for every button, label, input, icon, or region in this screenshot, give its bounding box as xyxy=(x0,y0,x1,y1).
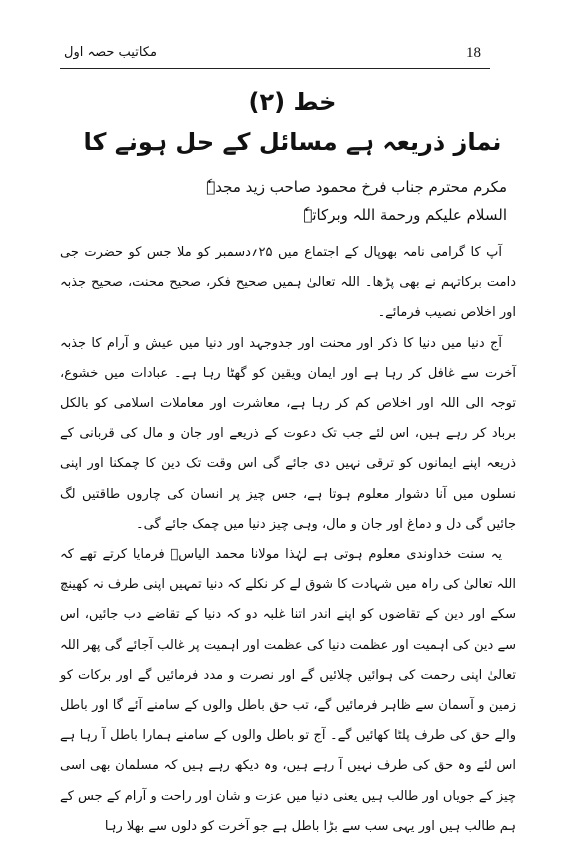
salutation-address: مکرم محترم جناب فرخ محمود صاحب زید مجدہٗ xyxy=(206,178,507,196)
letter-body xyxy=(60,238,516,842)
body-paragraph-3: یہ سنت خداوندی معلوم ہوتی ہے لہٰذا مولانا محمد الیاسؒ فرمایا کرتے تھے کہ اللہ تعالیٰ کی راہ میں شہادت کا شوق لے کر نکلے کہ دنیا تمہیں اپنی طرف نہ کھینچ سکے اور دین کے تقاضوں کو اپنے اندر اتنا غلبہ دو کہ دنیا کے تقاضے دب جائیں، اس سے دین کی اہمیت اور عظمت دنیا کی عظمت اور اہمیت پر غالب آجائے گی پھر اللہ تعالیٰ اپنی رحمت کی ہوائیں چلائیں گے اور نصرت و مدد فرمائیں گے اور برکات کو زمین و آسمان سے ظاہر فرمائیں گے، تب حق باطل والوں کے سامنے آئے گا اور باطل والے حق کی طرف پلٹا کھائیں گے۔ آج تو باطل والوں کے سامنے ہمارا باطل آ رہا ہے اس لئے وہ حق کی طرف نہیں آ رہے ہیں، وہ دیکھ رہے ہیں کہ مسلمان بھی اسی چیز کے جویاں اور طالب ہیں یعنی دنیا میں عزت و شان اور راحت و آرام کے جس کے ہم طالب ہیں اور یہی سب سے بڑا باطل ہے جو آخرت کو دلوں سے بھلا رہا xyxy=(59,547,516,834)
letter-number-heading: خط (۲) xyxy=(248,88,337,116)
letter-title: نماز ذریعہ ہے مسائل کے حل ہونے کا xyxy=(83,128,502,156)
running-head: مکاتیب حصہ اول xyxy=(64,45,157,60)
header-rule xyxy=(60,68,490,69)
body-paragraph-1: آپ کا گرامی نامہ بھوپال کے اجتماع میں ۲۵؍دسمبر کو ملا جس کو حضرت جی دامت برکاتہم نے بھی پڑھا۔ اللہ تعالیٰ ہمیں صحیح فکر، صحیح محنت، صحیح جذبہ اور اخلاص نصیب فرمائے۔ xyxy=(60,245,516,321)
page-number: 18 xyxy=(466,45,481,61)
body-paragraph-2: آج دنیا میں دنیا کا ذکر اور محنت اور جدوجہد اور دنیا میں عیش و آرام کا جذبہ آخرت سے غافل کر رہا ہے اور ایمان ویقین کو گھٹا رہا ہے۔ عبادات میں خشوع، توجہ الی اللہ اور اخلاص کم کر رہا ہے، معاشرت اور معاملات اسلامی کو بالکل برباد کر رہے ہیں، اس لئے جب تک دعوت کے ذریعے اور جان و مال کی قربانی کے ذریعہ اپنے ایمانوں کو ترقی نہیں دی جائے گی اس وقت تک دین کا چمکنا اور اپنی نسلوں میں آنا دشوار معلوم ہوتا ہے، جس چیز پر انسان کی چاروں طاقتیں لگ جائیں گی دل و دماغ اور جان و مال، وہی چیز دنیا میں چمک جائے گی۔ xyxy=(60,335,516,532)
salutation-greeting: السلام علیکم ورحمة اللہ وبرکاتہٗ xyxy=(303,206,507,224)
